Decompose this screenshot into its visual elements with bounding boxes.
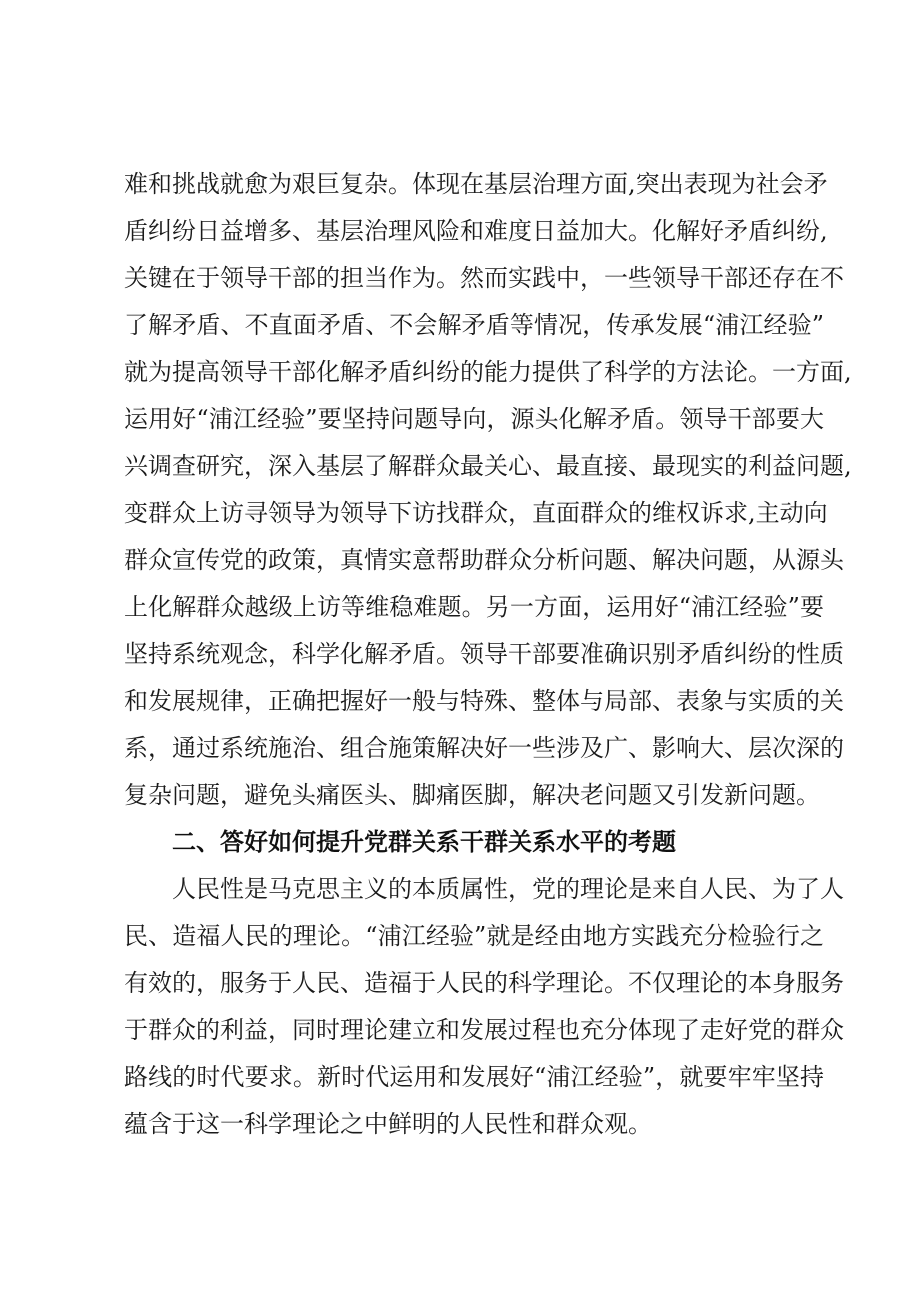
section-heading: 二、答好如何提升党群关系干群关系水平的考题 bbox=[172, 828, 676, 856]
paragraph-line: 运用好“浦江经验”要坚持问题导向，源头化解矛盾。领导干部要大 bbox=[124, 405, 824, 433]
paragraph-line: 群众宣传党的政策，真情实意帮助群众分析问题、解决问题，从源头 bbox=[124, 546, 844, 574]
paragraph-line: 民、造福人民的理论。“浦江经验”就是经由地方实践充分检验行之 bbox=[124, 922, 824, 950]
paragraph-first-line: 人民性是马克思主义的本质属性，党的理论是来自人民、为了人 bbox=[172, 875, 844, 903]
paragraph-line: 变群众上访寻领导为领导下访找群众，直面群众的维权诉求,主动向 bbox=[124, 499, 828, 527]
paragraph-line: 就为提高领导干部化解矛盾纠纷的能力提供了科学的方法论。一方面, bbox=[124, 358, 852, 386]
paragraph-line: 关键在于领导干部的担当作为。然而实践中，一些领导干部还存在不 bbox=[124, 264, 844, 292]
paragraph-line: 蕴含于这一科学理论之中鲜明的人民性和群众观。 bbox=[124, 1110, 652, 1138]
paragraph-line: 复杂问题，避免头痛医头、脚痛医脚，解决老问题又引发新问题。 bbox=[124, 781, 820, 809]
paragraph-line: 了解矛盾、不直面矛盾、不会解矛盾等情况，传承发展“浦江经验” bbox=[124, 311, 824, 339]
paragraph-line: 兴调查研究，深入基层了解群众最关心、最直接、最现实的利益问题, bbox=[124, 452, 852, 480]
paragraph-line: 难和挑战就愈为艰巨复杂。体现在基层治理方面,突出表现为社会矛 bbox=[124, 170, 828, 198]
paragraph-line: 和发展规律，正确把握好一般与特殊、整体与局部、表象与实质的关 bbox=[124, 687, 844, 715]
paragraph-line: 坚持系统观念，科学化解矛盾。领导干部要准确识别矛盾纠纷的性质 bbox=[124, 640, 844, 668]
paragraph-line: 系，通过系统施治、组合施策解决好一些涉及广、影响大、层次深的 bbox=[124, 734, 844, 762]
paragraph-line: 于群众的利益，同时理论建立和发展过程也充分体现了走好党的群众 bbox=[124, 1016, 844, 1044]
paragraph-line: 有效的，服务于人民、造福于人民的科学理论。不仅理论的本身服务 bbox=[124, 969, 844, 997]
paragraph-line: 盾纠纷日益增多、基层治理风险和难度日益加大。化解好矛盾纠纷, bbox=[124, 217, 828, 245]
paragraph-line: 上化解群众越级上访等维稳难题。另一方面，运用好“浦江经验”要 bbox=[124, 593, 824, 621]
paragraph-line: 路线的时代要求。新时代运用和发展好“浦江经验”，就要牢牢坚持 bbox=[124, 1063, 824, 1091]
